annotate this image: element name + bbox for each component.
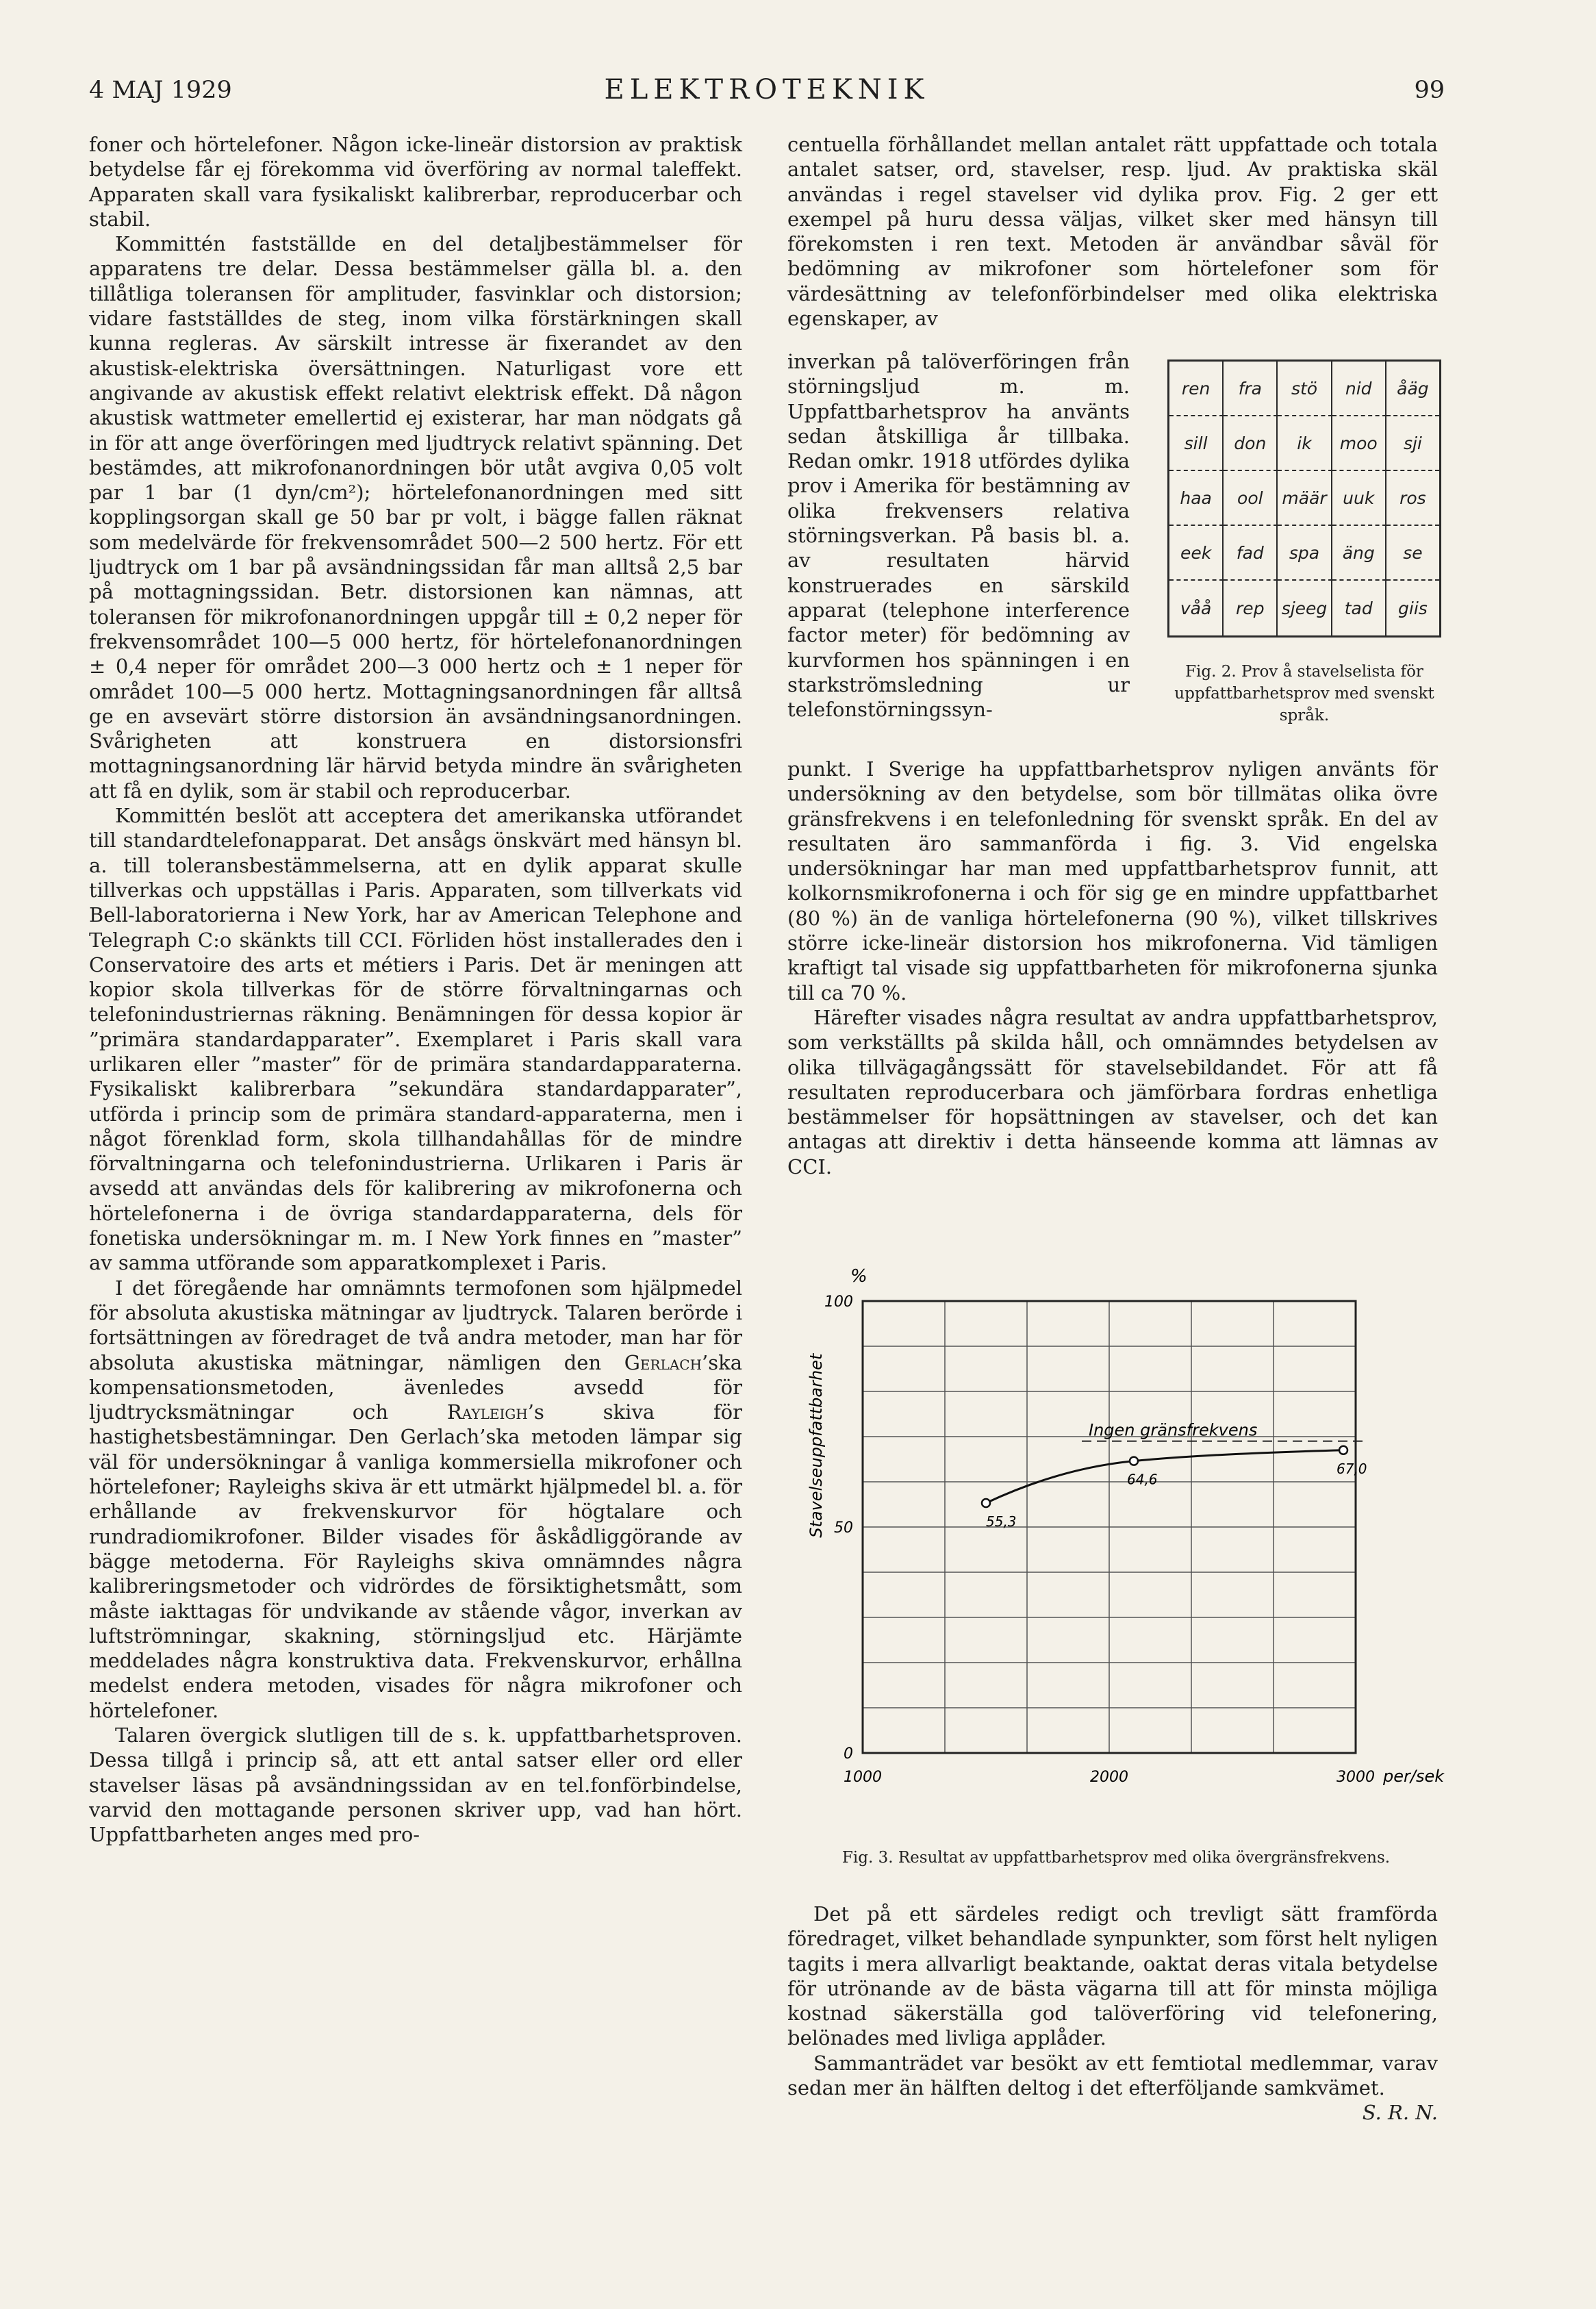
syllable-cell: määr [1278,471,1332,526]
syllable-row [1169,471,1439,526]
signature: S. R. N. [1362,2101,1438,2125]
page-header [89,68,1445,110]
data-point [1130,1457,1138,1465]
syllable-cell: giis [1398,598,1428,618]
syllable-table [1167,359,1441,638]
page-number: 99 [1414,77,1445,104]
data-point-label: 67,0 [1337,1460,1367,1477]
chart-svg [794,1260,1445,1849]
syllable-cell: åäg [1386,362,1439,416]
y-tick-label: 0 [844,1745,853,1763]
data-point [1339,1446,1347,1454]
syllable-cell: spa [1278,526,1332,581]
data-point-label: 55,3 [986,1513,1017,1530]
syllable-row [1169,526,1439,581]
figure-3-caption: Fig. 3. Resultat av uppfattbarhetsprov med olika övergränsfrekvens. [841,1849,1391,1867]
syllable-cell: ool [1224,471,1278,526]
syllable-cell: ros [1386,471,1439,526]
paragraph: inverkan på talöverföringen från störningsljud m. m. Uppfattbarhetsprov ha använts sedan åtskilliga år tillbaka. Redan omkr. 1918 utfördes dylika prov i Amerika för bestämning av olika frekvensers relativa störningsverkan. På basis bl. a. av resultaten härvid konstruerades en särskild apparat (telephone interference factor meter) för bedömning av kurvformen hos spänningen i en starkströmsledning ur telefonstörningssyn- [787,350,1130,722]
syllable-cell: moo [1332,416,1386,471]
series-line [986,1450,1343,1503]
annotation-label: Ingen gränsfrekvens [1089,1420,1258,1440]
y-tick-label: 50 [834,1519,853,1537]
text-run: Sammanträdet var besökt av ett femtiotal medlemmar, varav sedan mer än hälften deltog i det efterföljande samkvämet. [787,2051,1438,2100]
syllable-cell: ren [1169,362,1224,416]
syllable-cell: sjeeg [1278,581,1332,635]
syllable-cell: sill [1169,416,1224,471]
syllable-cell: sji [1386,416,1439,471]
y-axis-label: Stavelseuppfattbarhet [807,1353,826,1538]
syllable-cell: äng [1332,526,1386,581]
left-column [89,132,742,1847]
syllable-cell: fra [1224,362,1278,416]
paragraph: Kommittén beslöt att acceptera det amerikanska utförandet till standardtelefonapparat. Det ansågs önskvärt med hänsyn bl. a. till toleransbestämmelserna, att en dylik apparat skulle tillverkas och uppställas i Paris. Apparaten, som tillverkats vid Bell-laboratorierna i New York, har av American Telephone and Telegraph C:o skänkts till CCI. Förliden höst installerades den i Conservatoire des arts et métiers i Paris. Det är meningen att kopior skola tillverkas för de större förvaltningarnas och telefonindustriernas räkning. Benämningen för dessa kopior är ”primära standardapparater”. Exemplaret i Paris skall vara urlikaren eller ”master” för de primära standardapparaterna. Fysikaliskt kalibrerbara ”sekundära standardapparater”, utförda i princip som de primära standard-apparaterna, men i något förenklad form, skola tillhandahållas för de mindre förvaltningarna och telefonindustrierna. Urlikaren i Paris är avsedd att användas dels för kalibrering av mikrofonerna och hörtelefonerna i de övriga standardapparaterna, dels för fonetiska undersökningar m. m. I New York finnes en ”master” av samma utförande som apparatkomplexet i Paris. [89,804,742,1275]
syllable-cell: rep [1224,581,1278,635]
syllable-cell: don [1224,416,1278,471]
figure-3-chart [794,1260,1445,1890]
paragraph: punkt. I Sverige ha uppfattbarhetsprov nyligen använts för undersökning av den betydelse, som bör tillmätas olika övre gränsfrekvens i en telefonledning för svenskt språk. En del av resultaten äro sammanförda i fig. 3. Vid engelska undersökningar har man med uppfattbarhetsprov funnit, att kolkornsmikrofonerna i och för sig ge en mindre uppfattbarhet (80 %) än de vanliga hörtelefonerna (90 %), vilket tillskrives större icke-lineär distorsion hos mikrofonerna. Vid tämligen kraftigt tal visade sig uppfattbarheten för mikrofonerna sjunka till ca 70 %. [787,757,1438,1005]
x-tick-label: 1000 [844,1769,882,1786]
syllable-row [1169,581,1439,635]
y-tick-label: 100 [824,1294,853,1311]
y-unit-label: % [850,1266,867,1287]
author-name: Rayleigh [446,1400,528,1424]
data-point-label: 64,6 [1127,1471,1158,1488]
syllable-cell: haa [1169,471,1224,526]
syllable-cell: fad [1224,526,1278,581]
syllable-row [1169,416,1439,471]
paragraph: foner och hörtelefoner. Någon icke-lineär distorsion av praktisk betydelse får ej förekomma vid överföring av normal taleffekt. Apparaten skall vara fysikaliskt kalibrerbar, reproducerbar och stabil. [89,133,742,231]
text-run: I det föregående har omnämnts termofonen som hjälpmedel för absoluta akustiska mätningar av ljudtryck. Talaren berörde i fortsättningen av föredraget de två andra metoder, man har för absoluta akustiska mätningar, nämligen den [89,1276,742,1374]
text-run: ’s skiva för hastighetsbestämningar. Den Gerlach’ska metoden lämpar sig väl för undersökningar å vanliga kommersiella mikrofoner och hörtelefoner; Rayleighs skiva är ett utmärkt hjälpmedel bl. a. för erhållande av frekvenskurvor för högtalare och rundradiomikrofoner. Bilder visades för åskådliggörande av bägge metoderna. För Rayleighs skiva omnämndes några kalibreringsmetoder och vidrördes de försiktighetsmått, som måste iakttagas för undvikande av stående vågor, inverkan av luftströmningar, skakning, störningsljud etc. Härjämte meddelades några konstruktiva data. Frekvenskurvor, erhållna medelst endera metoden, visades för några mikrofoner och hörtelefoner. [89,1400,742,1722]
syllable-cell: uuk [1332,471,1386,526]
paragraph: Kommittén fastställde en del detaljbestämmelser för apparatens tre delar. Dessa bestämmelser gälla bl. a. den tillåtliga toleransen för amplituder, fasvinklar och distorsion; vidare fastställdes de steg, inom vilka förstärkningen skall kunna regleras. Av särskilt intresse är fixerandet av den akustisk-elektriska översättningen. Naturligast vore ett angivande av akustisk effekt relativt elektrisk effekt. Då någon akustisk wattmeter emellertid ej existerar, har man nödgats gå in för att ange överföringen med ljudtryck relativt spänning. Det bestämdes, att mikrofonanordningen bör utåt avgiva 0,05 volt par 1 bar (1 dyn/cm²); hörtelefonanordningen med sitt kopplingsorgan skall ge 50 bar pr volt, i bägge fallen räknat som medelvärde för frekvensområdet 500—2 500 hertz. För ett ljudtryck om 1 bar på avsändningssidan får man alltså 2,5 bar på mottagningssidan. Betr. distorsionen kan nämnas, att toleransen för mikrofonanordningen uppgår till ± 0,2 neper för frekvensområdet 100—5 000 hertz, för hörtelefonanordningen ± 0,4 neper för området 200—3 000 hertz och ± 1 neper för området 100—5 000 hertz. Mottagningsanordningen får alltså ge en avsevärt större distorsion än avsändningsanordningen. Svårigheten att konstruera en distorsionsfri mottagningsanordning lär härvid betyda mindre än svårigheten att få en dylik, som är stabil och reproducerbar. [89,232,742,803]
figure-2-caption: Fig. 2. Prov å stavelselista för uppfattbarhetsprov med svenskt språk. [1174,663,1434,724]
syllable-cell: stö [1278,362,1332,416]
signature-line [787,2100,1438,2125]
syllable-cell: tad [1332,581,1386,635]
paragraph: Härefter visades några resultat av andra uppfattbarhetsprov, som verkställts på skilda håll, och omnämndes betydelsen av olika tillvägagångssätt för stavelsebildandet. För att få resultaten reproducerbara och jämförbara fordras enhetliga bestämmelser för hopsättningen av stavelser, och det kan antagas att direktiv i detta hänseende komma att lämnas av CCI. [787,1005,1438,1178]
paragraph: centuella förhållandet mellan antalet rätt uppfattade och totala antalet satser, ord, stavelser, resp. ljud. Av praktiska skäl användas i regel stavelser vid dylika prov. Fig. 2 ger ett exempel på huru dessa väljas, vilket sker med hänsyn till förekomsten i ren text. Metoden är användbar såväl för bedömning av mikrofoner som hörtelefoner som för värdesättning av telefonförbindelser med olika elektriska egenskaper, av [787,133,1438,331]
syllable-cell: ik [1278,416,1332,471]
right-column-middle [787,757,1438,1179]
syllable-cell: våå [1169,581,1224,635]
x-unit-label: per/sek [1383,1767,1445,1786]
paragraph: Talaren övergick slutligen till de s. k. uppfattbarhetsproven. Dessa tillgå i princip så, att ett antal satser eller ord eller stavelser läsas på avsändningssidan av en tel.fonförbindelse, varvid den mottagande personen skriver upp, vad han hört. Uppfattbarheten anges med pro- [89,1724,742,1847]
right-column-top [787,132,1438,331]
data-point [982,1499,990,1507]
syllable-row [1169,362,1439,416]
right-column-narrow [787,349,1130,722]
text-run: ’ska kompensationsmetoden, ävenledes avsedd för ljudtrycksmätningar och [89,1350,742,1424]
x-tick-label: 2000 [1090,1769,1128,1786]
author-name: Gerlach [624,1350,702,1374]
syllable-cell: se [1386,526,1439,581]
right-column-bottom [787,1902,1438,2125]
paragraph [89,1276,742,1723]
paragraph [787,2051,1438,2101]
syllable-cell: nid [1332,362,1386,416]
x-tick-label: 3000 [1337,1769,1375,1786]
issue-date: 4 MAJ 1929 [89,77,232,104]
journal-title: ELEKTROTEKNIK [604,74,930,105]
paragraph: Det på ett särdeles redigt och trevligt sätt framförda föredraget, vilket behandlade synpunkter, som först helt nyligen tagits i mera allvarligt beaktande, oaktat deras vitala betydelse för utrönande av de bästa vägarna till att för minsta möjliga kostnad säkerställa god talöverföring vid telefonering, belönades med livliga applåder. [787,1902,1438,2050]
syllable-cell: eek [1169,526,1224,581]
